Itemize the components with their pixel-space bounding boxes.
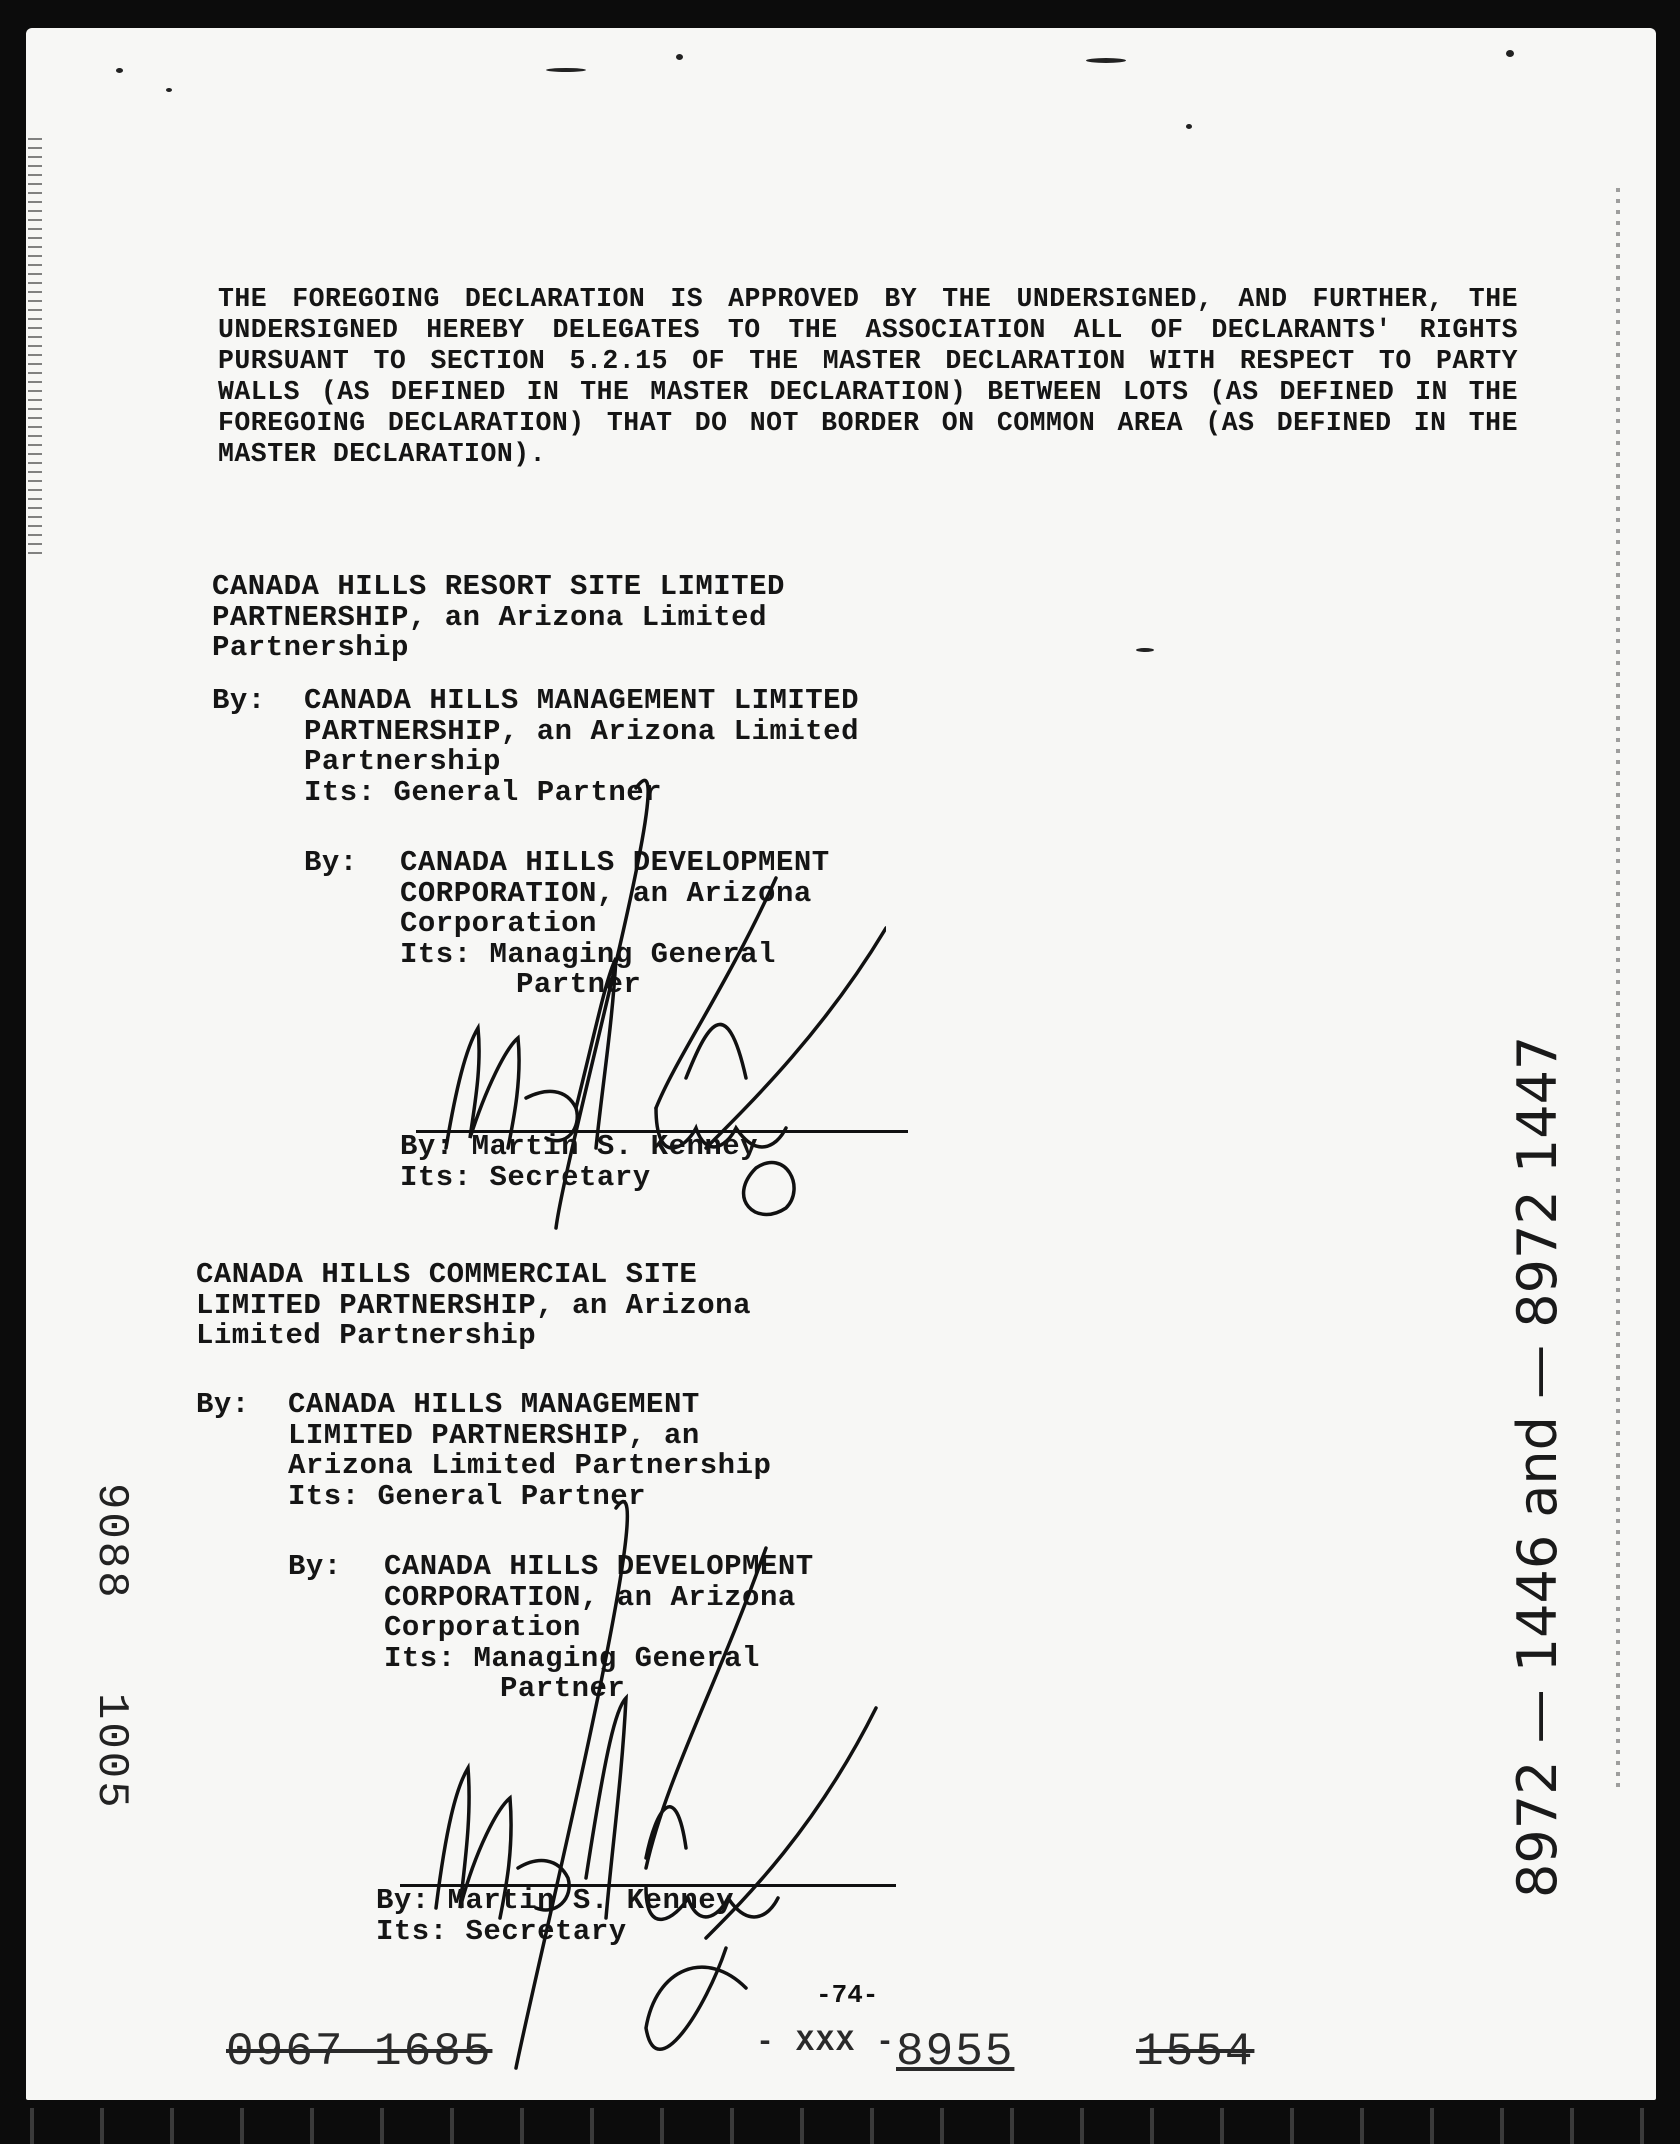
commercial-corp-line: CORPORATION, an Arizona — [384, 1580, 796, 1614]
scan-speck — [1136, 648, 1154, 652]
resort-corp-line: CANADA HILLS DEVELOPMENT — [400, 846, 830, 879]
commercial-entity — [196, 1260, 751, 1352]
commercial-signer-by: By: Martin S. Kenney — [376, 1884, 735, 1917]
scan-speck — [1186, 124, 1192, 129]
commercial-manager-line: CANADA HILLS MANAGEMENT — [288, 1388, 700, 1421]
resort-entity-line: PARTNERSHIP, an Arizona Limited — [212, 600, 767, 634]
signature-martin-kenney-2 — [406, 1448, 886, 2088]
commercial-corp-its-cont: Partner — [500, 1672, 626, 1705]
commercial-corp-its: Its: Managing General — [384, 1641, 760, 1675]
resort-signer — [400, 1132, 758, 1193]
document-page — [26, 28, 1656, 2100]
resort-entity — [212, 572, 785, 664]
footer-struck-numbers: 0967 1685 — [226, 2026, 493, 2078]
commercial-corp-line: CANADA HILLS DEVELOPMENT — [384, 1550, 814, 1583]
commercial-manager-its: Its: General Partner — [288, 1479, 647, 1513]
declaration-paragraph: THE FOREGOING DECLARATION IS APPROVED BY THE UNDERSIGNED, AND FURTHER, THE UNDERSIGNED HEREBY DELEGATES TO THE ASSOCIATION ALL OF DECLARANTS' RIGHTS PURSUANT TO SECTION 5.2.15 OF THE MASTER DECLARATION WITH RESPECT TO PARTY WALLS (AS DEFINED IN THE MASTER DECLARATION) BETWEEN LOTS (AS DEFINED IN THE FOREGOING DECLARATION) THAT DO NOT BORDER ON COMMON AREA (AS DEFINED IN THE MASTER DECLARATION). — [218, 284, 1518, 469]
resort-corp-line: Corporation — [400, 907, 597, 940]
resort-signer-its: Its: Secretary — [400, 1160, 651, 1194]
commercial-signer — [376, 1886, 734, 1947]
scan-bottom-edge — [0, 2108, 1680, 2144]
footer-struck-number-2: 1554 — [1136, 2026, 1255, 2078]
right-margin-handwriting: 8972 — 1446 and — 8972 1447 — [1506, 1035, 1569, 1898]
scan-speck — [1506, 50, 1514, 57]
margin-number: 1005 — [86, 1693, 136, 1811]
page-number: -74- — [816, 1980, 879, 2010]
commercial-manager-line: Arizona Limited Partnership — [288, 1449, 772, 1482]
resort-signer-by: By: Martin S. Kenney — [400, 1130, 759, 1163]
scan-speck — [1086, 58, 1126, 63]
resort-by-label: By: — [212, 684, 266, 717]
commercial-entity-line: Limited Partnership — [196, 1319, 537, 1352]
scan-speck — [546, 68, 586, 72]
resort-corp-line: CORPORATION, an Arizona — [400, 876, 812, 910]
resort-corp-its-cont: Partner — [516, 968, 642, 1001]
resort-corp-by-label: By: — [304, 846, 358, 879]
commercial-signer-its: Its: Secretary — [376, 1914, 627, 1948]
left-margin-numbers — [66, 1483, 186, 1863]
footer-number: 8955 — [896, 2026, 1015, 2078]
commercial-by-label: By: — [196, 1388, 250, 1421]
commercial-entity-line: LIMITED PARTNERSHIP, an Arizona — [196, 1288, 751, 1322]
scan-speck — [676, 54, 683, 60]
commercial-manager-line: LIMITED PARTNERSHIP, an — [288, 1418, 700, 1452]
resort-manager-line: Partnership — [304, 745, 501, 778]
right-edge-noise — [1616, 188, 1620, 1788]
resort-manager-line: PARTNERSHIP, an Arizona Limited — [304, 714, 859, 748]
margin-number: 9088 — [86, 1483, 136, 1601]
commercial-corp-by-label: By: — [288, 1550, 342, 1583]
commercial-entity-line: CANADA HILLS COMMERCIAL SITE — [196, 1258, 698, 1291]
scan-speck — [116, 68, 123, 73]
resort-entity-line: Partnership — [212, 631, 409, 664]
scan-speck — [166, 88, 172, 92]
resort-entity-line: CANADA HILLS RESORT SITE LIMITED — [212, 570, 785, 603]
left-edge-noise — [28, 138, 42, 558]
resort-corp-its: Its: Managing General — [400, 937, 776, 971]
commercial-corp-line: Corporation — [384, 1611, 581, 1644]
footer-mid-mark: - XXX - — [756, 2026, 897, 2060]
resort-manager-its: Its: General Partner — [304, 775, 663, 809]
resort-manager-line: CANADA HILLS MANAGEMENT LIMITED — [304, 684, 859, 717]
